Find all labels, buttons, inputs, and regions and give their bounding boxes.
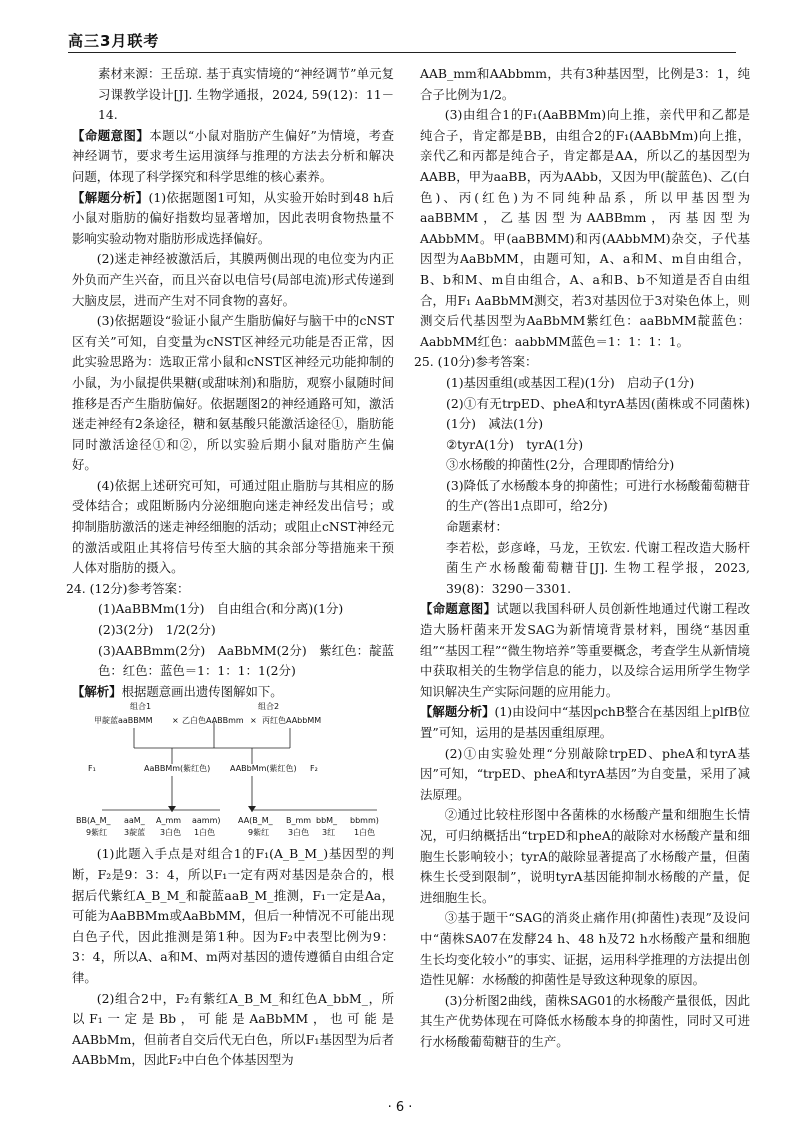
q24-explain-2: (2)组合2中，F₂有紫红A_B_M_和红色A_bbM_，所以F₁一定是Bb，可能是AaBbMM，也可能是AABbMm，但前者自交后代无白色，所以F₁基因型为后者AABbMm，因此F₂中白色个体基因型为 [72, 990, 394, 1068]
q25-answer-3: ②tyrA(1分) tyrA(1分) [446, 436, 584, 452]
intent-text-24: 本题以“小鼠对脂肪产生偏好”为情境，考查神经调节，要求考生运用演绎与推理的方法去分析和解决问题，体现了科学探究和科学思维的核心素养。 [72, 127, 395, 184]
f2-genotype-7: bbM_ [316, 816, 338, 826]
material-text: 李若松，彭彦峰，马龙，王钦宏. 代谢工程改造大肠杆菌生产水杨酸葡萄糖苷[J]. 生物工程学报，2023, 39(8)：3290－3301. [446, 539, 750, 596]
jiexi-text: 根据题意画出遗传图解如下。 [121, 683, 283, 699]
genetic-diagram [72, 702, 394, 844]
analysis-24-1 [72, 188, 394, 250]
q24-explain-3: (3)由组合1的F₁(AaBBMm)向上推，亲代甲和乙都是纯合子，肯定都是BB，由组合2的F₁(AABbMm)向上推，亲代乙和丙都是纯合子，肯定都是AA，所以乙的基因型为AABB，甲为aaBB，丙为AAbb，又因为甲(靛蓝色)、乙(白色)、丙(红色)为不同纯种品系，所以甲基因型为aaBBMM，乙基因型为AABBmm，丙基因型为AAbbMM。甲(aaBBMM)和丙(AAbbMM)杂交，子代基因型为AaBbMM，由题可知，A、a和M、m自由组合，B、b和M、m自由组合，A、a和B、b不知道是否自由组合，用F₁ AaBbMM测交，若3对基因位于3对染色体上，则测交后代基因型为AaBbMM紫红色：aaBbMM靛蓝色：AabbMM红色：aabbMM蓝色＝1：1：1：1。 [420, 107, 750, 349]
f2-genotype-3: A_mm [156, 816, 182, 826]
f1-label: F₁ [88, 764, 96, 774]
analysis-25-4: ③基于题干“SAG的消炎止痛作用(抑菌性)表现”及设问中“菌株SA07在发酵24 h、48 h及72 h水杨酸产量和细胞生长均变化较小”的事实、证据，运用科学推理的方法提出创造性见解：水杨酸的抑菌性是导致这种现象的原因。 [420, 910, 750, 988]
f2-ratio-6: 3白色 [288, 828, 310, 838]
page-header [68, 30, 736, 53]
parent-yi: 乙白色AABBmm [182, 716, 244, 726]
analysis-24-3: (3)依据题设“验证小鼠产生脂肪偏好与脑干中的cNST区有关”可知，自变量为cNST区神经元功能是否正常，因此实验思路为：选取正常小鼠和cNST区神经元功能抑制的小鼠，为小鼠提供果糖(或甜味剂)和脂肪，观察小鼠随时间推移是否产生脂肪偏好。依据题图2的神经通路可知，激活迷走神经有2条途径，糖和氨基酸只能激活途径①，脂肪能同时激活途径①和②，所以实验后期小鼠对脂肪产生偏好。 [72, 313, 394, 473]
intent-label-25: 【命题意图】 [420, 601, 497, 617]
intent-24 [72, 126, 394, 188]
parent-jia: 甲靛蓝aaBBMM [94, 716, 153, 726]
analysis-text-25-1: (1)由设问中“基因pchB整合在基因组上plfB位置”可知，运用的是基因重组原理。 [420, 704, 750, 740]
left-column [66, 64, 395, 1071]
reference-24: 素材来源：王岳琼. 基于真实情境的“神经调节”单元复习课教学设计[J]. 生物学通报，2024, 59(12)：11－14. [98, 66, 394, 123]
f2-ratio-8: 1白色 [354, 828, 376, 838]
analysis-25-1 [420, 702, 750, 743]
analysis-label-24: 【解题分析】 [72, 189, 149, 205]
f1-zu1: AaBBMm(紫红色) [144, 764, 211, 774]
cross-sign-2: × [250, 716, 257, 726]
q24-answer-2: (2)3(2分) 1/2(2分) [98, 622, 216, 638]
parent-bing: 丙红色AAbbMM [262, 716, 322, 726]
zu2-label: 组合2 [258, 702, 280, 712]
f2-ratio-4: 1白色 [194, 828, 216, 838]
intent-label-24: 【命题意图】 [72, 127, 150, 143]
f2-ratio-2: 3靛蓝 [124, 828, 146, 838]
material-label: 命题素材： [446, 519, 508, 535]
f2-ratio-5: 9紫红 [248, 828, 270, 838]
q25-answer-2: (2)①有无trpED、pheA和tyrA基因(菌株或不同菌株)(1分) 减法(1分) [446, 395, 750, 432]
zu1-label: 组合1 [130, 702, 152, 712]
f1-zu2: AABbMm(紫红色) [230, 764, 297, 774]
f2-ratio-1: 9紫红 [86, 828, 108, 838]
f2-genotype-2: aaM_ [124, 816, 145, 826]
cross-sign-1: × [172, 716, 179, 726]
f2-ratio-7: 3红 [322, 828, 336, 838]
analysis-25-2: (2)①由实验处理“分别敲除trpED、pheA和tyrA基因”可知，“trpED、pheA和tyrA基因”为自变量，采用了减法原理。 [420, 745, 750, 802]
q24-heading: 24. (12分)参考答案： [66, 580, 190, 596]
q24-answer-3: (3)AABBmm(2分) AaBbMM(2分) 紫红色：靛蓝色：红色：蓝色＝1：1：1：1(2分) [98, 642, 394, 679]
analysis-25-3: ②通过比较柱形图中各菌株的水杨酸产量和细胞生长情况，可归纳概括出“trpED和pheA的敲除对水杨酸产量和细胞生长影响较小；tyrA的敲除显著提高了水杨酸产量，但菌株生长受到限制”，说明tyrA基因能抑制水杨酸的产量，促进细胞生长。 [420, 807, 750, 905]
q24-answer-1: (1)AaBBMm(1分) 自由组合(和分离)(1分) [98, 601, 344, 617]
analysis-label-25: 【解题分析】 [420, 704, 495, 720]
analysis-24-4: (4)依据上述研究可知，可通过阻止脂肪与其相应的肠受体结合；或阻断肠内分泌细胞向迷走神经发出信号；或抑制脂肪激活的迷走神经细胞的活动；或阻止cNST神经元的激活或阻止其将信号传至大脑的其余部分等措施来干预人体对脂肪的摄入。 [72, 477, 394, 576]
q25-answer-4: ③水杨酸的抑菌性(2分，合理即酌情给分) [446, 457, 675, 473]
f2-genotype-8: bbmm) [350, 816, 379, 826]
header-title: 高三3月联考 [68, 32, 160, 50]
f2-genotype-4: aamm) [192, 816, 221, 826]
jiexi-label: 【解析】 [72, 683, 122, 699]
f2-genotype-5: AA(B_M_ [238, 816, 273, 826]
analysis-24-2: (2)迷走神经被激活后，其膜两侧出现的电位变为内正外负而产生兴奋，而且兴奋以电信号(局部电流)形式传递到大脑皮层，进而产生对不同食物的喜好。 [72, 251, 394, 308]
analysis-text-24-1: (1)依据题图1可知，从实验开始时到48 h后小鼠对脂肪的偏好指数均显著增加，因此表明食物热量不影响实验动物对脂肪形成选择偏好。 [72, 189, 394, 246]
intent-25 [420, 599, 750, 702]
analysis-25-5: (3)分析图2曲线，菌株SAG01的水杨酸产量很低，因此其生产优势体现在可降低水杨酸本身的抑菌性，同时又可进行水杨酸葡萄糖苷的生产。 [420, 992, 750, 1049]
page-number: · 6 · [387, 1100, 413, 1115]
q24-explain-2-cont: AAB_mm和AAbbmm，共有3种基因型，比例是3：1，纯合子比例为1/2。 [420, 66, 750, 102]
q25-answer-5: (3)降低了水杨酸本身的抑菌性；可进行水杨酸葡萄糖苷的生产(答出1点即可，给2分) [446, 477, 750, 514]
f2-genotype-6: B_mm [286, 816, 312, 826]
right-column [414, 64, 751, 1053]
f2-label: F₂ [310, 764, 318, 774]
q24-jiexi [72, 682, 394, 703]
q24-explain-1: (1)此题入手点是对组合1的F₁(A_B_M_)基因型的判断，F₂是9：3：4，所以F₁一定有两对基因是杂合的，根据后代紫红A_B_M_和靛蓝aaB_M_推测，F₁一定是Aa，可能为AaBBMm或AaBbMM，但后一种情况不可能出现白色子代，因此推测是第1种。因为F₂中表型比例为9：3：4，所以A、a和M、m两对基因的遗传遵循自由组合定律。 [72, 846, 394, 985]
f2-ratio-3: 3白色 [160, 828, 182, 838]
f2-genotype-1: BB(A_M_ [76, 816, 111, 826]
q25-answer-1: (1)基因重组(或基因工程)(1分) 启动子(1分) [446, 374, 695, 390]
intent-text-25: 试题以我国科研人员创新性地通过代谢工程改造大肠杆菌来开发SAG为新情境背景材料，围绕“基因重组”“基因工程”“微生物培养”等重要概念，考查学生从新情境中获取相关的生物学信息的能力，以及综合运用所学生物学知识解决生产实际问题的应用能力。 [420, 601, 751, 699]
q25-heading: 25. (10分)参考答案： [414, 354, 538, 370]
